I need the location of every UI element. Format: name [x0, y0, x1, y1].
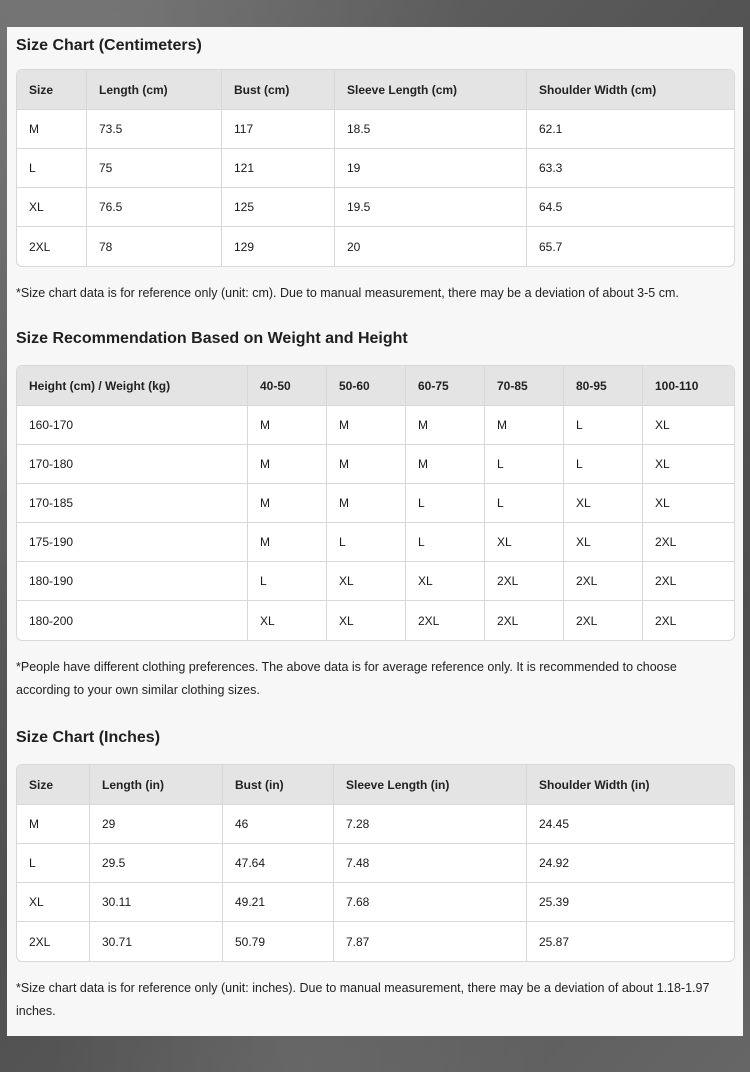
table-cell: 125 — [222, 188, 335, 227]
table-cell: 62.1 — [527, 110, 734, 149]
table-cell: 29.5 — [90, 844, 223, 883]
table-cell: L — [406, 484, 485, 523]
table-row — [17, 406, 734, 445]
table-cell: 75 — [87, 149, 222, 188]
table-cell: 78 — [87, 227, 222, 266]
table-cell: M — [327, 484, 406, 523]
table-cell: 64.5 — [527, 188, 734, 227]
table-header-cell: 60-75 — [406, 366, 485, 406]
table-cell: 50.79 — [223, 922, 334, 961]
table-cell: XL — [643, 445, 734, 484]
table-header-cell: 80-95 — [564, 366, 643, 406]
table-row — [17, 445, 734, 484]
table-header-cell: Sleeve Length (in) — [334, 765, 527, 805]
cm-chart-note: *Size chart data is for reference only (unit: cm). Due to manual measurement, there may be a deviation of about 3-5 cm. — [16, 286, 679, 300]
table-cell: 24.45 — [527, 805, 734, 844]
table-cell: L — [17, 149, 87, 188]
table-cell: 2XL — [485, 562, 564, 601]
table-cell: XL — [327, 562, 406, 601]
table-header-cell: Shoulder Width (cm) — [527, 70, 734, 110]
table-cell: M — [248, 484, 327, 523]
recommendation-table — [16, 365, 735, 641]
table-cell: 7.87 — [334, 922, 527, 961]
table-cell: 25.87 — [539, 934, 570, 949]
table-cell: 7.48 — [334, 844, 527, 883]
table-row — [17, 484, 734, 523]
table-row — [17, 562, 734, 601]
table-cell: 30.71 — [90, 922, 223, 961]
table-cell: XL — [564, 484, 643, 523]
table-header-cell: Size — [17, 70, 87, 110]
table-cell: 175-190 — [17, 523, 248, 562]
table-header-cell: Bust (cm) — [222, 70, 335, 110]
table-row — [17, 601, 734, 640]
table-header-cell: Shoulder Width (in) — [527, 765, 734, 805]
table-header-row — [17, 765, 734, 805]
table-cell: 2XL — [564, 601, 643, 640]
table-cell: 2XL — [655, 613, 677, 628]
table-row — [17, 110, 734, 149]
table-cell: M — [17, 805, 90, 844]
table-cell: M — [406, 445, 485, 484]
table-cell: L — [485, 484, 564, 523]
table-cell: L — [564, 445, 643, 484]
table-cell: L — [485, 445, 564, 484]
table-cell: 7.28 — [334, 805, 527, 844]
cm-chart-title: Size Chart (Centimeters) — [16, 37, 202, 54]
inch-chart-title: Size Chart (Inches) — [16, 729, 161, 746]
table-cell: M — [248, 445, 327, 484]
table-cell: 73.5 — [87, 110, 222, 149]
table-cell: M — [248, 523, 327, 562]
table-cell: 2XL — [643, 562, 734, 601]
table-cell: 19.5 — [335, 188, 527, 227]
table-cell: 25.39 — [527, 883, 734, 922]
table-cell: M — [327, 445, 406, 484]
cm-size-table — [16, 69, 735, 267]
table-cell: L — [327, 523, 406, 562]
table-cell: XL — [17, 883, 90, 922]
table-header-cell: 50-60 — [327, 366, 406, 406]
table-cell: L — [406, 523, 485, 562]
inch-size-table — [16, 764, 735, 962]
table-header-cell: Length (cm) — [87, 70, 222, 110]
table-cell: XL — [643, 484, 734, 523]
table-cell: XL — [643, 406, 734, 445]
table-header-cell: 40-50 — [248, 366, 327, 406]
table-cell: 24.92 — [527, 844, 734, 883]
table-cell: XL — [485, 523, 564, 562]
table-cell: 2XL — [17, 227, 87, 266]
table-row — [17, 883, 734, 922]
table-cell: L — [248, 562, 327, 601]
table-cell: M — [327, 406, 406, 445]
table-header-row — [17, 366, 734, 406]
table-cell: M — [248, 406, 327, 445]
table-cell: L — [17, 844, 90, 883]
table-cell: 129 — [222, 227, 335, 266]
table-row — [17, 188, 734, 227]
table-cell: 180-200 — [17, 601, 248, 640]
table-header-row — [17, 70, 734, 110]
inch-chart-note: *Size chart data is for reference only (unit: inches). Due to manual measurement, there may be a deviation of about 1.18-1.97 inches. — [16, 981, 710, 1018]
table-cell: L — [564, 406, 643, 445]
table-cell: 2XL — [564, 562, 643, 601]
table-cell: 20 — [335, 227, 527, 266]
table-header-cell: Size — [17, 765, 90, 805]
recommendation-title: Size Recommendation Based on Weight and Height — [16, 330, 408, 347]
table-cell: 19 — [335, 149, 527, 188]
table-cell: M — [17, 110, 87, 149]
table-cell: 180-190 — [17, 562, 248, 601]
table-cell: 65.7 — [539, 239, 563, 254]
table-row — [17, 922, 734, 961]
table-cell: 76.5 — [87, 188, 222, 227]
table-cell: 2XL — [485, 601, 564, 640]
table-header-cell: Bust (in) — [223, 765, 334, 805]
table-header-cell: Height (cm) / Weight (kg) — [17, 366, 248, 406]
table-cell: XL — [406, 562, 485, 601]
table-cell: 2XL — [406, 601, 485, 640]
table-header-cell: Sleeve Length (cm) — [335, 70, 527, 110]
table-cell: 117 — [222, 110, 335, 149]
table-cell: 63.3 — [527, 149, 734, 188]
table-cell: XL — [327, 601, 406, 640]
table-cell: 29 — [90, 805, 223, 844]
table-cell: 18.5 — [335, 110, 527, 149]
table-header-cell: 100-110 — [643, 366, 734, 406]
table-cell: 49.21 — [223, 883, 334, 922]
table-cell: 2XL — [643, 523, 734, 562]
table-cell: XL — [564, 523, 643, 562]
table-cell: 2XL — [17, 922, 90, 961]
table-header-cell: Length (in) — [90, 765, 223, 805]
size-chart-panel — [7, 27, 743, 1036]
table-row — [17, 523, 734, 562]
table-row — [17, 805, 734, 844]
table-cell: 47.64 — [223, 844, 334, 883]
table-header-cell: 70-85 — [485, 366, 564, 406]
table-cell: 160-170 — [17, 406, 248, 445]
table-cell: 7.68 — [334, 883, 527, 922]
recommendation-note: *People have different clothing preferences. The above data is for average reference only. It is recommended to choose according to your own similar clothing sizes. — [16, 660, 677, 697]
table-cell: 46 — [223, 805, 334, 844]
table-cell: M — [406, 406, 485, 445]
table-cell: 121 — [222, 149, 335, 188]
table-row — [17, 149, 734, 188]
table-cell: 170-180 — [17, 445, 248, 484]
table-row — [17, 844, 734, 883]
table-cell: 170-185 — [17, 484, 248, 523]
table-cell: XL — [17, 188, 87, 227]
table-cell: M — [485, 406, 564, 445]
table-row — [17, 227, 734, 266]
table-cell: XL — [248, 601, 327, 640]
table-cell: 30.11 — [90, 883, 223, 922]
